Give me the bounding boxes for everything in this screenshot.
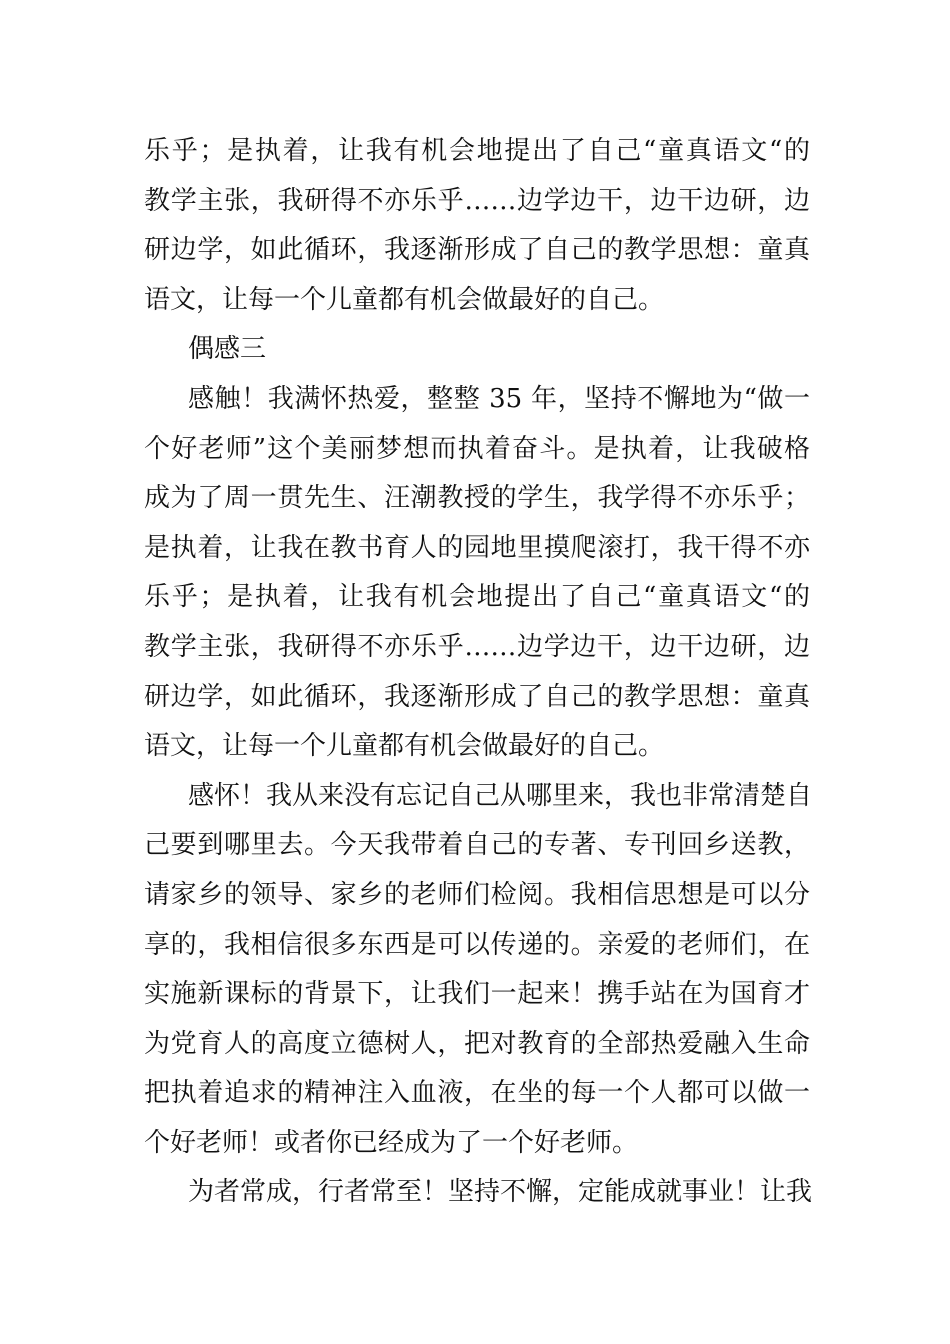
text-line: 个好老师！或者你已经成为了一个好老师。 — [144, 1127, 639, 1158]
text-line: 感触！我满怀热爱，整整 35 年，坚持不懈地为“做一 — [188, 383, 810, 414]
text-line: 教学主张，我研得不亦乐乎……边学边干，边干边研，边 — [144, 631, 810, 662]
text-line: 己要到哪里去。今天我带着自己的专著、专刊回乡送教， — [144, 830, 810, 861]
text-line: 研边学，如此循环，我逐渐形成了自己的教学思想：童真 — [144, 235, 810, 266]
body-text — [144, 127, 813, 1218]
text-line: 感怀！我从来没有忘记自己从哪里来，我也非常清楚自 — [188, 780, 813, 811]
section-heading: 偶感三 — [188, 334, 267, 365]
text-line: 研边学，如此循环，我逐渐形成了自己的教学思想：童真 — [144, 681, 810, 712]
text-line: 是执着，让我在教书育人的园地里摸爬滚打，我干得不亦 — [144, 532, 810, 563]
text-line: 成为了周一贯先生、汪潮教授的学生，我学得不亦乐乎； — [144, 483, 810, 514]
text-line: 为者常成，行者常至！坚持不懈，定能成就事业！让我 — [188, 1177, 813, 1208]
text-line: 请家乡的领导、家乡的老师们检阅。我相信思想是可以分 — [144, 879, 810, 910]
text-line: 乐乎；是执着，让我有机会地提出了自己“童真语文“的 — [144, 582, 810, 613]
text-line: 乐乎；是执着，让我有机会地提出了自己“童真语文“的 — [144, 136, 810, 166]
text-line: 把执着追求的精神注入血液，在坐的每一个人都可以做一 — [144, 1078, 810, 1109]
text-line: 为党育人的高度立德树人，把对教育的全部热爱融入生命 — [144, 1028, 810, 1059]
text-line: 语文，让每一个儿童都有机会做最好的自己。 — [144, 284, 665, 315]
text-line: 语文，让每一个儿童都有机会做最好的自己。 — [144, 731, 665, 762]
text-line: 享的，我相信很多东西是可以传递的。亲爱的老师们，在 — [144, 929, 810, 960]
text-line: 个好老师”这个美丽梦想而执着奋斗。是执着，让我破格 — [144, 433, 810, 464]
text-line: 实施新课标的背景下，让我们一起来！携手站在为国育才 — [144, 979, 810, 1010]
text-line: 教学主张，我研得不亦乐乎……边学边干，边干边研，边 — [144, 185, 810, 216]
